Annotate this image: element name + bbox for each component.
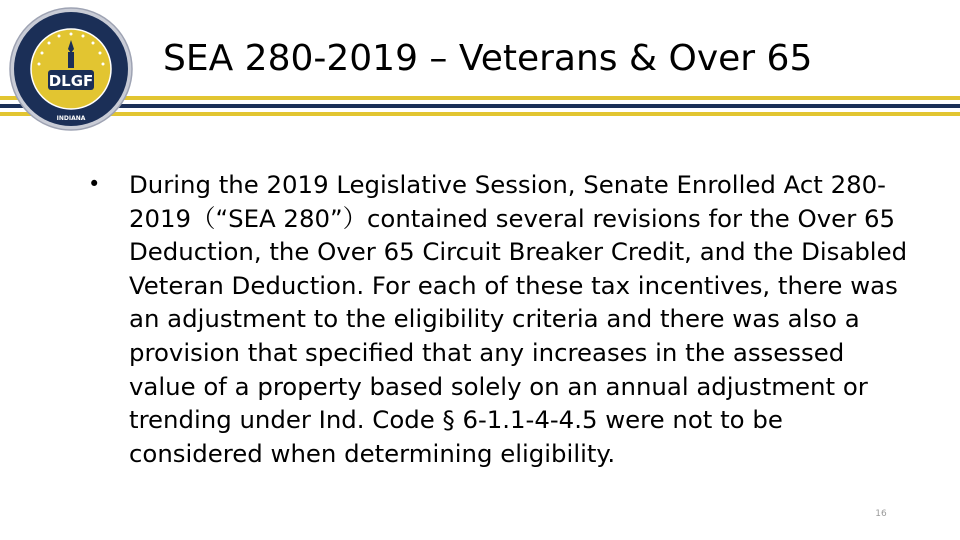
page-number: 16	[875, 509, 887, 519]
header-stripe-gold-bottom	[0, 112, 960, 116]
slide-body	[88, 168, 918, 470]
slide-title: SEA 280-2019 – Veterans & Over 65	[163, 38, 813, 79]
bullet-dot: •	[88, 172, 101, 196]
seal-center-text: DLGF	[48, 72, 94, 90]
header-stripe-gold-top	[0, 96, 960, 100]
seal-ring-text-bottom: INDIANA	[56, 115, 86, 122]
bullet-item	[88, 168, 918, 470]
bullet-text: During the 2019 Legislative Session, Senate Enrolled Act 280-2019（“SEA 280”）contained several revisions for the Over 65 Deduction, the Over 65 Circuit Breaker Credit, and the Disabled Veteran Deduction. For each of these tax incentives, there was an adjustment to the eligibility criteria and there was also a provision that specified that any increases in the assessed value of a property based solely on an annual adjustment or trending under Ind. Code § 6-1.1-4-4.5 were not to be considered when determining eligibility.	[129, 170, 908, 468]
dlgf-seal-logo	[8, 6, 134, 132]
header-stripe-navy	[0, 104, 960, 108]
